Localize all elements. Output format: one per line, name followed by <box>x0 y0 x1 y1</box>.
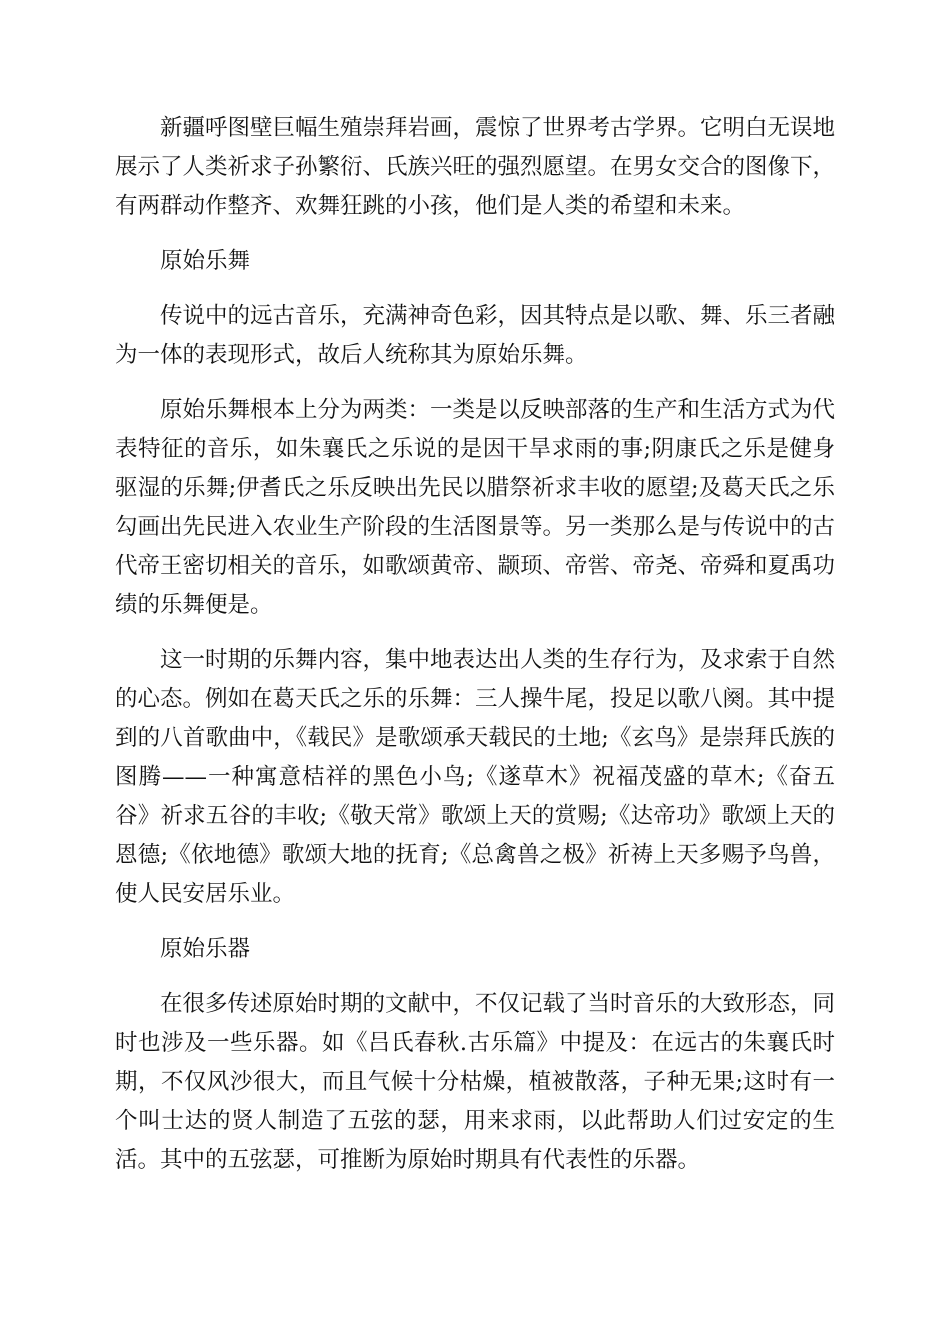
section-heading-primitive-music-dance: 原始乐舞 <box>160 248 251 274</box>
paragraph-two-categories: 原始乐舞根本上分为两类：一类是以反映部落的生产和生活方式为代表特征的音乐，如朱襄氏之乐说的是因干旱求雨的事;阴康氏之乐是健身驱湿的乐舞;伊耆氏之乐反映出先民以腊祭祈求丰收的愿望;及葛天氏之乐勾画出先民进入农业生产阶段的生活图景等。另一类那么是与传说中的古代帝王密切相关的音乐，如歌颂黄帝、颛顼、帝喾、帝尧、帝舜和夏禹功绩的乐舞便是。 <box>115 397 836 618</box>
paragraph-content-of-period: 这一时期的乐舞内容，集中地表达出人类的生存行为，及求索于自然的心态。例如在葛天氏之乐的乐舞：三人操牛尾，投足以歌八阕。其中提到的八首歌曲中，《载民》是歌颂承天载民的土地;《玄鸟》是崇拜氏族的图腾——一种寓意桔祥的黑色小鸟;《遂草木》祝福茂盛的草木;《奋五谷》祈求五谷的丰收;《敬天常》歌颂上天的赏赐;《达帝功》歌颂上天的恩德;《依地德》歌颂大地的抚育;《总禽兽之极》祈祷上天多赐予鸟兽，使人民安居乐业。 <box>115 647 836 907</box>
section-heading-primitive-instruments: 原始乐器 <box>160 936 251 962</box>
document-body <box>115 109 835 1196</box>
paragraph-instruments-literature: 在很多传述原始时期的文献中，不仅记载了当时音乐的大致形态，同时也涉及一些乐器。如《吕氏春秋.古乐篇》中提及：在远古的朱襄氏时期，不仅风沙很大，而且气候十分枯燥，植被散落，子种无果;这时有一个叫士达的贤人制造了五弦的瑟，用来求雨，以此帮助人们过安定的生活。其中的五弦瑟，可推断为原始时期具有代表性的乐器。 <box>115 991 836 1173</box>
paragraph-legend-ancient-music: 传说中的远古音乐，充满神奇色彩，因其特点是以歌、舞、乐三者融为一体的表现形式，故后人统称其为原始乐舞。 <box>115 303 836 368</box>
paragraph-rock-painting: 新疆呼图壁巨幅生殖崇拜岩画，震惊了世界考古学界。它明白无误地展示了人类祈求子孙繁衍、氏族兴旺的强烈愿望。在男女交合的图像下，有两群动作整齐、欢舞狂跳的小孩，他们是人类的希望和未来。 <box>115 115 836 219</box>
